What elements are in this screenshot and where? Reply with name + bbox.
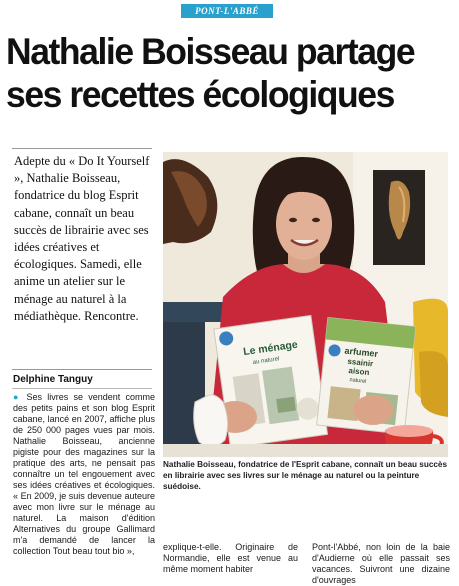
book2-sub3: naturel xyxy=(349,377,367,385)
book2-sub2: aison xyxy=(348,366,370,378)
book2-sub1: ssainir xyxy=(347,356,374,369)
body-column-3: Pont-l'Abbé, non loin de la baie d'Audierne où elle passait ses vacances. Suivront une dizaine d'ouvrages xyxy=(312,542,450,585)
byline-rule-bottom xyxy=(12,388,152,389)
lede-rule xyxy=(12,148,152,149)
photo-illustration xyxy=(163,152,448,457)
byline-rule xyxy=(12,369,152,370)
body-column-1-text: Ses livres se vendent comme des petits pains et son blog Esprit cabane, lancé en 2007, affiche plus de 250 000 pages vues par mois. Nathalie Boisseau, ancienne pigiste pour des magazines sur la pratique des arts, ne pensait pas connaître un tel engouement avec ses idées créatives et écologiques. « En 2009, je suis devenue auteure avec mon livre sur le ménage au naturel. La maison d'édition Alternatives du groupe Gallimard m'a demandé de lancer la collection Tout beau tout bio », xyxy=(13,392,155,556)
book2-title: arfumer xyxy=(344,345,379,359)
article-photo xyxy=(163,152,448,457)
section-tag: PONT-L'ABBÉ xyxy=(181,4,273,18)
bullet-icon: ● xyxy=(13,392,27,402)
lede: Adepte du « Do It Yourself », Nathalie Boisseau, fondatrice du blog Esprit cabane, connaît un beau succès de librairie avec ses idées créatives et écologiques. Samedi, elle anime un atelier sur le ménage au naturel à la médiathèque. Rencontre. xyxy=(14,154,150,323)
body-column-2: explique-t-elle. Originaire de Normandie, elle est venue au même moment habiter xyxy=(163,542,298,574)
photo-caption: Nathalie Boisseau, fondatrice de l'Esprit cabane, connaît un beau succès en librairie avec ses livres sur le ménage au naturel ou la peinture suédoise. xyxy=(163,460,448,491)
headline: Nathalie Boisseau partage ses recettes écologiques xyxy=(6,31,415,115)
byline: Delphine Tanguy xyxy=(13,374,93,385)
book1-title: Le ménage xyxy=(242,338,299,359)
book1-subtitle: au naturel xyxy=(252,356,280,366)
body-column-1 xyxy=(13,392,155,557)
